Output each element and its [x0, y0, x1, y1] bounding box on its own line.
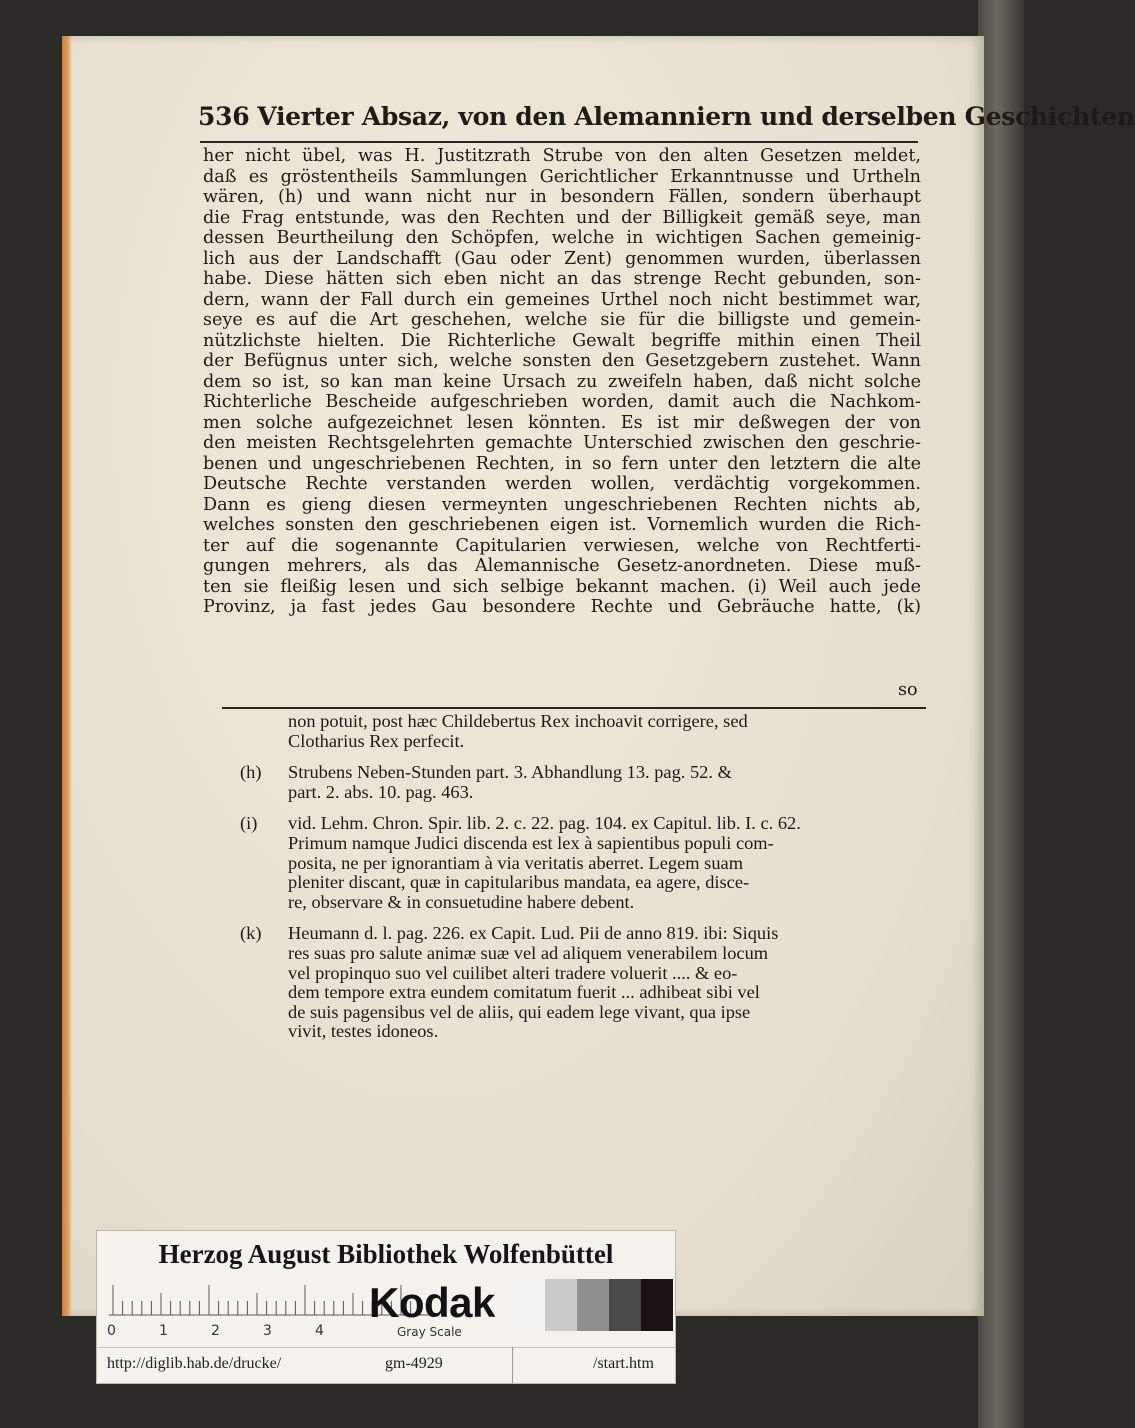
library-label — [96, 1230, 676, 1384]
footnote-k — [240, 924, 930, 1042]
text-line: wären, (h) und wann nicht nur in besondern Fällen, sondern überhaupt — [203, 187, 921, 207]
running-header — [198, 102, 1135, 142]
text-line: lich aus der Landschafft (Gau oder Zent) genommen wurden, überlassen — [203, 248, 921, 269]
text-line: dern, wann der Fall durch ein gemeines Urthel noch nicht bestimmet war, — [203, 289, 921, 310]
footnote-line: part. 2. abs. 10. pag. 463. — [288, 781, 474, 802]
scanner-background — [978, 0, 1024, 1428]
footnote-mark: (k) — [240, 923, 262, 944]
footnote-rule — [222, 707, 926, 709]
main-text — [203, 146, 921, 618]
text-line: benen und ungeschriebenen Rechten, in so fern unter den letztern die alte — [203, 453, 921, 474]
digilib-url: http://diglib.hab.de/drucke/ — [107, 1355, 282, 1372]
footnote-line: dem tempore extra eundem comitatum fuerit ... adhibeat sibi vel — [288, 982, 760, 1003]
ruler-number: 4 — [315, 1323, 324, 1339]
text-line: daß es gröstentheils Sammlungen Gerichtlicher Erkanntnusse und Urtheln — [203, 166, 921, 187]
gray-swatch — [609, 1279, 641, 1331]
start-url: /start.htm — [593, 1355, 654, 1372]
footnote-mark: (i) — [240, 813, 258, 834]
page-edge — [62, 36, 72, 1316]
label-divider — [512, 1347, 513, 1383]
footnote-line: vid. Lehm. Chron. Spir. lib. 2. c. 22. pag. 104. ex Capitul. lib. I. c. 62. — [288, 813, 801, 834]
gray-swatch — [641, 1279, 673, 1331]
page-number: 536 — [198, 102, 250, 131]
footnote-i — [240, 814, 930, 912]
label-rule — [97, 1347, 675, 1348]
footnote-line: Primum namque Judici discenda est lex à sapientibus populi com- — [288, 832, 774, 853]
footnote-line: posita, ne per ignorantiam à via veritatis aberret. Legem suam — [288, 852, 743, 873]
ruler-number: 0 — [107, 1323, 116, 1339]
running-title: Vierter Absaz, von den Alemanniern und derselben Geschichten — [257, 102, 1135, 131]
ruler-number: 3 — [263, 1323, 272, 1339]
catchword: so — [898, 680, 918, 700]
text-line: Dann es gieng diesen vermeynten ungeschriebenen Rechten nichts ab, — [203, 494, 921, 515]
footnote-line: vivit, testes idoneos. — [288, 1021, 439, 1042]
footnote-line: pleniter discant, quæ in capitularibus mandata, ea agere, disce- — [288, 872, 750, 893]
text-line: habe. Diese hätten sich eben nicht an das strenge Recht gebunden, son- — [203, 269, 921, 289]
gray-swatch — [577, 1279, 609, 1331]
text-line: nützlichste hielten. Die Richterliche Gewalt begriffe mithin einen Theil — [203, 330, 921, 351]
gray-swatches — [513, 1279, 673, 1331]
text-line: dessen Beurtheilung den Schöpfen, welche in wichtigen Sachen gemeinig- — [203, 228, 921, 248]
footnote-line: non potuit, post hæc Childebertus Rex inchoavit corrigere, sed — [288, 711, 748, 731]
text-line: dem so ist, so kan man keine Ursach zu zweifeln haben, daß nicht solche — [203, 371, 921, 392]
gray-scale-label: Gray Scale — [397, 1325, 462, 1339]
footnote-line: res suas pro salute animæ suæ vel ad aliquem venerabilem locum — [288, 942, 769, 963]
footnote-line: vel propinquo suo vel cuilibet alteri tradere voluerit .... & eo- — [288, 962, 738, 983]
footnote-mark: (h) — [240, 762, 262, 783]
text-line: den meisten Rechtsgelehrten gemachte Unterschied zwischen den geschrie- — [203, 433, 921, 453]
kodak-logo: Kodak — [369, 1279, 495, 1326]
footnote-line: Heumann d. l. pag. 226. ex Capit. Lud. Pii de anno 819. ibi: Siquis — [288, 923, 779, 944]
ruler-number: 1 — [159, 1323, 168, 1339]
footnotes — [240, 712, 930, 1054]
text-line: ten sie fleißig lesen und sich selbige bekannt machen. (i) Weil auch jede — [203, 576, 921, 597]
text-line: welches sonsten den geschriebenen eigen ist. Vornemlich wurden die Rich- — [203, 515, 921, 535]
header-rule — [200, 141, 918, 143]
library-name: Herzog August Bibliothek Wolfenbüttel — [158, 1239, 614, 1269]
footnote-line: de suis pagensibus vel de aliis, qui eadem lege vivant, qua ipse — [288, 1001, 751, 1022]
ruler-number: 2 — [211, 1323, 220, 1339]
text-line: Provinz, ja fast jedes Gau besondere Rechte und Gebräuche hatte, (k) — [203, 597, 921, 617]
text-line: gungen mehrers, als das Alemannische Gesetz-anordneten. Diese muß- — [203, 556, 921, 576]
footnote-h — [240, 763, 930, 802]
shelfmark: gm-4929 — [385, 1355, 443, 1372]
footnote-line: Strubens Neben-Stunden part. 3. Abhandlung 13. pag. 52. & — [288, 762, 732, 783]
text-line: her nicht übel, was H. Justitzrath Strube von den alten Gesetzen meldet, — [203, 146, 921, 166]
text-line: seye es auf die Art geschehen, welche sie für die billigste und gemein- — [203, 310, 921, 330]
footnote-line: re, observare & in consuetudine habere debent. — [288, 891, 635, 912]
text-line: die Frag entstunde, was den Rechten und der Billigkeit gemäß seye, man — [203, 207, 921, 228]
text-line: men solche aufgezeichnet lesen könnten. Es ist mir deßwegen der von — [203, 412, 921, 433]
gray-swatch — [513, 1279, 545, 1331]
text-line: ter auf die sogenannte Capitularien verwiesen, welche von Rechtferti- — [203, 535, 921, 556]
text-line: der Befügnus unter sich, welche sonsten den Gesetzgebern zustehet. Wann — [203, 351, 921, 371]
gray-swatch — [545, 1279, 577, 1331]
text-line: Richterliche Bescheide aufgeschrieben worden, damit auch die Nachkom- — [203, 392, 921, 412]
footnote-line: Clotharius Rex perfecit. — [288, 730, 465, 751]
footnote-continuation — [240, 712, 930, 751]
text-line: Deutsche Rechte verstanden werden wollen, verdächtig vorgekommen. — [203, 474, 921, 494]
